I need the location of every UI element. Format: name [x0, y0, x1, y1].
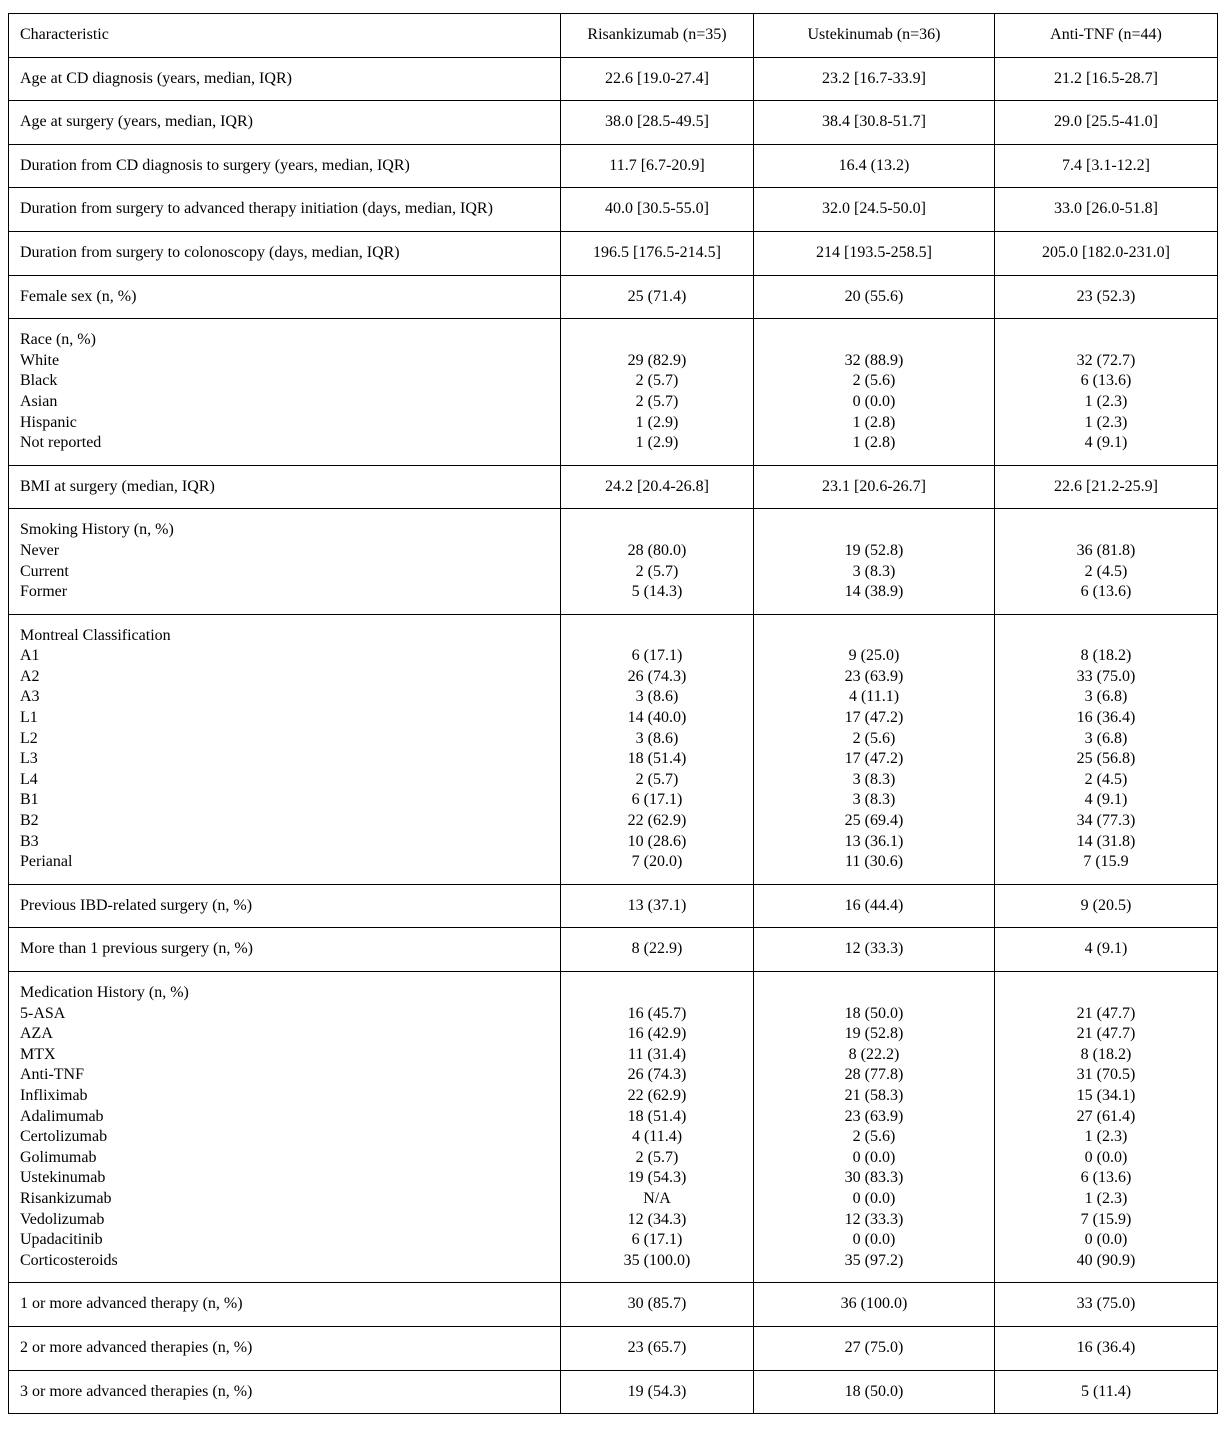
- sub-label: B1: [20, 791, 39, 809]
- sub-value: 25 (69.4): [844, 812, 904, 830]
- sub-value: 21 (58.3): [844, 1086, 904, 1104]
- value-cell: 33 (75.0): [995, 1283, 1218, 1327]
- value-cell: 16.4 (13.2): [754, 144, 995, 188]
- sub-label: Perianal: [20, 853, 73, 871]
- row-label-cell: [9, 614, 561, 884]
- value-cell: 27 (75.0): [754, 1326, 995, 1370]
- sub-label: Not reported: [20, 434, 102, 452]
- sub-value: 0 (0.0): [1084, 1231, 1128, 1249]
- value-cell: 196.5 [176.5-214.5]: [561, 231, 754, 275]
- sub-label: 5-ASA: [20, 1004, 66, 1022]
- sub-value: 12 (33.3): [844, 1210, 904, 1228]
- sub-value: 6 (17.1): [631, 1231, 683, 1249]
- row-label-cell: Age at surgery (years, median, IQR): [9, 101, 561, 145]
- sub-value: 35 (100.0): [623, 1251, 691, 1269]
- sub-value: 5 (14.3): [631, 583, 683, 601]
- sub-value: 31 (70.5): [1076, 1066, 1136, 1084]
- sub-value: 12 (34.3): [627, 1210, 687, 1228]
- header-risankizumab: Risankizumab (n=35): [561, 14, 754, 58]
- sub-label: Black: [20, 372, 58, 390]
- sub-value: 10 (28.6): [627, 832, 687, 850]
- table-row: [9, 509, 1218, 614]
- value-cell: [754, 319, 995, 466]
- group-spacer: [1006, 520, 1206, 541]
- sub-value: 2 (4.5): [1084, 562, 1128, 580]
- sub-value: 2 (5.6): [852, 1128, 896, 1146]
- sub-value: 8 (18.2): [1080, 1045, 1132, 1063]
- sub-value: 3 (8.3): [852, 791, 896, 809]
- group-spacer: [1006, 983, 1206, 1004]
- value-cell: [561, 319, 754, 466]
- value-cell: 16 (44.4): [754, 884, 995, 928]
- sub-value: 11 (30.6): [844, 853, 904, 871]
- sub-label: B3: [20, 832, 39, 850]
- value-cell: 38.4 [30.8-51.7]: [754, 101, 995, 145]
- characteristics-table: [8, 13, 1218, 1414]
- row-label-cell: Previous IBD-related surgery (n, %): [9, 884, 561, 928]
- value-cell: 23.1 [20.6-26.7]: [754, 465, 995, 509]
- value-cell: 23.2 [16.7-33.9]: [754, 57, 995, 101]
- value-cell: 11.7 [6.7-20.9]: [561, 144, 754, 188]
- group-spacer: [765, 983, 983, 1004]
- table-row: [9, 465, 1218, 509]
- sub-value: 23 (63.9): [844, 1107, 904, 1125]
- sub-label: L3: [20, 750, 38, 768]
- value-cell: 22.6 [19.0-27.4]: [561, 57, 754, 101]
- sub-label: Asian: [20, 392, 58, 410]
- sub-value: 1 (2.3): [1084, 1128, 1128, 1146]
- table-row: [9, 928, 1218, 972]
- sub-value: 21 (47.7): [1076, 1004, 1136, 1022]
- sub-value: 2 (5.7): [635, 770, 679, 788]
- sub-value: 26 (74.3): [627, 667, 687, 685]
- sub-label: L4: [20, 770, 38, 788]
- sub-label: Current: [20, 562, 69, 580]
- value-cell: [754, 509, 995, 614]
- header-anti-tnf: Anti-TNF (n=44): [995, 14, 1218, 58]
- value-cell: 21.2 [16.5-28.7]: [995, 57, 1218, 101]
- row-label-cell: [9, 972, 561, 1283]
- sub-value: 2 (5.6): [852, 372, 896, 390]
- sub-value: 3 (6.8): [1084, 688, 1128, 706]
- sub-value: 6 (13.6): [1080, 372, 1132, 390]
- sub-value: 16 (42.9): [627, 1025, 687, 1043]
- sub-value: 18 (51.4): [627, 750, 687, 768]
- sub-value: 4 (11.4): [631, 1128, 683, 1146]
- group-spacer: [572, 983, 742, 1004]
- table-row: [9, 1370, 1218, 1414]
- table-row: [9, 884, 1218, 928]
- sub-value: 19 (52.8): [844, 541, 904, 559]
- table-body: [9, 14, 1218, 1414]
- table-row: [9, 144, 1218, 188]
- sub-value: 19 (52.8): [844, 1025, 904, 1043]
- header-ustekinumab: Ustekinumab (n=36): [754, 14, 995, 58]
- sub-value: 8 (22.2): [848, 1045, 900, 1063]
- row-label-cell: [9, 319, 561, 466]
- sub-value: 40 (90.9): [1076, 1251, 1136, 1269]
- value-cell: 12 (33.3): [754, 928, 995, 972]
- sub-label: Hispanic: [20, 413, 77, 431]
- table-row: [9, 57, 1218, 101]
- value-cell: 40.0 [30.5-55.0]: [561, 188, 754, 232]
- group-label: Medication History (n, %): [20, 984, 189, 1001]
- sub-value: 13 (36.1): [844, 832, 904, 850]
- sub-label: Risankizumab: [20, 1189, 112, 1207]
- sub-value: 35 (97.2): [844, 1251, 904, 1269]
- row-label-cell: More than 1 previous surgery (n, %): [9, 928, 561, 972]
- sub-value: 2 (5.7): [635, 392, 679, 410]
- value-cell: [995, 509, 1218, 614]
- row-label-cell: Female sex (n, %): [9, 275, 561, 319]
- table-row: [9, 231, 1218, 275]
- value-cell: 32.0 [24.5-50.0]: [754, 188, 995, 232]
- sub-label: A2: [20, 667, 40, 685]
- group-spacer: [765, 330, 983, 351]
- table-row: [9, 188, 1218, 232]
- value-cell: [995, 614, 1218, 884]
- value-cell: [754, 614, 995, 884]
- row-label-cell: Duration from surgery to colonoscopy (days, median, IQR): [9, 231, 561, 275]
- sub-value: 2 (5.7): [635, 372, 679, 390]
- value-cell: 214 [193.5-258.5]: [754, 231, 995, 275]
- row-label-cell: 2 or more advanced therapies (n, %): [9, 1326, 561, 1370]
- sub-value: 3 (8.6): [635, 688, 679, 706]
- table-row: [9, 319, 1218, 466]
- sub-value: 15 (34.1): [1076, 1086, 1136, 1104]
- value-cell: 29.0 [25.5-41.0]: [995, 101, 1218, 145]
- sub-value: 1 (2.3): [1084, 1189, 1128, 1207]
- sub-value: 2 (5.6): [852, 729, 896, 747]
- sub-value: 3 (8.3): [852, 770, 896, 788]
- sub-value: 3 (8.6): [635, 729, 679, 747]
- sub-label: Anti-TNF: [20, 1066, 84, 1084]
- value-cell: 205.0 [182.0-231.0]: [995, 231, 1218, 275]
- sub-value: 22 (62.9): [627, 1086, 687, 1104]
- sub-value: 18 (50.0): [844, 1004, 904, 1022]
- sub-value: 7 (20.0): [631, 853, 683, 871]
- sub-label: MTX: [20, 1045, 56, 1063]
- sub-value: 1 (2.9): [635, 434, 679, 452]
- sub-label: Certolizumab: [20, 1128, 108, 1146]
- sub-value: 1 (2.9): [635, 413, 679, 431]
- sub-value: 19 (54.3): [627, 1169, 687, 1187]
- row-label-cell: BMI at surgery (median, IQR): [9, 465, 561, 509]
- sub-value: 6 (13.6): [1080, 1169, 1132, 1187]
- sub-value: 16 (36.4): [1076, 709, 1136, 727]
- row-label-cell: 1 or more advanced therapy (n, %): [9, 1283, 561, 1327]
- value-cell: 33.0 [26.0-51.8]: [995, 188, 1218, 232]
- header-row: [9, 14, 1218, 58]
- sub-value: 32 (72.7): [1076, 351, 1136, 369]
- sub-value: 2 (5.7): [635, 1148, 679, 1166]
- group-label: Race (n, %): [20, 331, 96, 349]
- value-cell: 5 (11.4): [995, 1370, 1218, 1414]
- sub-value: 0 (0.0): [1084, 1148, 1128, 1166]
- sub-value: 0 (0.0): [852, 1189, 896, 1207]
- sub-value: 28 (80.0): [627, 541, 687, 559]
- sub-value: 14 (40.0): [627, 709, 687, 727]
- value-cell: 9 (20.5): [995, 884, 1218, 928]
- sub-value: 29 (82.9): [627, 351, 687, 369]
- sub-value: 7 (15.9): [1080, 1210, 1132, 1228]
- sub-label: Vedolizumab: [20, 1210, 105, 1228]
- sub-label: L1: [20, 709, 38, 727]
- value-cell: [754, 972, 995, 1283]
- group-spacer: [1006, 626, 1206, 647]
- sub-value: 1 (2.8): [852, 434, 896, 452]
- sub-value: 17 (47.2): [844, 709, 904, 727]
- sub-value: 4 (11.1): [848, 688, 900, 706]
- group-spacer: [572, 626, 742, 647]
- value-cell: [995, 319, 1218, 466]
- sub-value: 2 (4.5): [1084, 770, 1128, 788]
- sub-value: 32 (88.9): [844, 351, 904, 369]
- group-label: Montreal Classification: [20, 626, 171, 644]
- value-cell: [995, 972, 1218, 1283]
- sub-value: 6 (13.6): [1080, 583, 1132, 601]
- value-cell: 30 (85.7): [561, 1283, 754, 1327]
- sub-value: 14 (31.8): [1076, 832, 1136, 850]
- table-row: [9, 614, 1218, 884]
- value-cell: 13 (37.1): [561, 884, 754, 928]
- group-spacer: [765, 626, 983, 647]
- value-cell: 16 (36.4): [995, 1326, 1218, 1370]
- value-cell: 36 (100.0): [754, 1283, 995, 1327]
- sub-value: 3 (6.8): [1084, 729, 1128, 747]
- group-spacer: [1006, 330, 1206, 351]
- sub-value: 25 (56.8): [1076, 750, 1136, 768]
- table-row: [9, 275, 1218, 319]
- sub-value: 22 (62.9): [627, 812, 687, 830]
- table-row: [9, 101, 1218, 145]
- row-label-cell: Age at CD diagnosis (years, median, IQR): [9, 57, 561, 101]
- sub-value: 28 (77.8): [844, 1066, 904, 1084]
- value-cell: 24.2 [20.4-26.8]: [561, 465, 754, 509]
- group-spacer: [765, 520, 983, 541]
- value-cell: [561, 614, 754, 884]
- sub-value: 26 (74.3): [627, 1066, 687, 1084]
- sub-label: Ustekinumab: [20, 1169, 106, 1187]
- sub-label: L2: [20, 729, 38, 747]
- sub-value: 8 (18.2): [1080, 647, 1132, 665]
- sub-label: Golimumab: [20, 1148, 97, 1166]
- sub-value: 0 (0.0): [852, 1231, 896, 1249]
- value-cell: 23 (65.7): [561, 1326, 754, 1370]
- header-characteristic: Characteristic: [9, 14, 561, 58]
- sub-value: 33 (75.0): [1076, 667, 1136, 685]
- sub-label: A1: [20, 647, 40, 665]
- row-label-cell: Duration from CD diagnosis to surgery (years, median, IQR): [9, 144, 561, 188]
- row-label-cell: [9, 509, 561, 614]
- sub-value: 34 (77.3): [1076, 812, 1136, 830]
- group-label: Smoking History (n, %): [20, 521, 174, 539]
- sub-value: 9 (25.0): [848, 647, 900, 665]
- sub-value: 14 (38.9): [844, 583, 904, 601]
- sub-label: Upadacitinib: [20, 1231, 103, 1249]
- value-cell: [561, 972, 754, 1283]
- sub-value: 18 (51.4): [627, 1107, 687, 1125]
- table-row: [9, 1283, 1218, 1327]
- row-label-cell: Duration from surgery to advanced therapy initiation (days, median, IQR): [9, 188, 561, 232]
- sub-label: Corticosteroids: [20, 1251, 118, 1269]
- sub-value: 0 (0.0): [852, 1148, 896, 1166]
- value-cell: 20 (55.6): [754, 275, 995, 319]
- sub-label: B2: [20, 812, 39, 830]
- table-row: [9, 1326, 1218, 1370]
- sub-label: Infliximab: [20, 1086, 88, 1104]
- sub-label: White: [20, 351, 60, 369]
- value-cell: 18 (50.0): [754, 1370, 995, 1414]
- sub-value: 30 (83.3): [844, 1169, 904, 1187]
- value-cell: 22.6 [21.2-25.9]: [995, 465, 1218, 509]
- sub-value: 1 (2.3): [1084, 392, 1128, 410]
- sub-value: 21 (47.7): [1076, 1025, 1136, 1043]
- value-cell: 19 (54.3): [561, 1370, 754, 1414]
- value-cell: 8 (22.9): [561, 928, 754, 972]
- sub-value: 2 (5.7): [635, 562, 679, 580]
- sub-value: 4 (9.1): [1084, 791, 1128, 809]
- sub-value: 4 (9.1): [1084, 434, 1128, 452]
- sub-value: 16 (45.7): [627, 1004, 687, 1022]
- value-cell: 25 (71.4): [561, 275, 754, 319]
- sub-value: N/A: [643, 1189, 671, 1207]
- sub-value: 7 (15.9: [1083, 853, 1129, 871]
- sub-value: 0 (0.0): [852, 392, 896, 410]
- row-label-cell: 3 or more advanced therapies (n, %): [9, 1370, 561, 1414]
- sub-value: 6 (17.1): [631, 791, 683, 809]
- group-spacer: [572, 330, 742, 351]
- sub-label: AZA: [20, 1025, 53, 1043]
- sub-label: Never: [20, 541, 60, 559]
- value-cell: 38.0 [28.5-49.5]: [561, 101, 754, 145]
- sub-value: 11 (31.4): [627, 1045, 687, 1063]
- value-cell: 7.4 [3.1-12.2]: [995, 144, 1218, 188]
- group-spacer: [572, 520, 742, 541]
- sub-value: 36 (81.8): [1076, 541, 1136, 559]
- sub-label: A3: [20, 688, 40, 706]
- value-cell: [561, 509, 754, 614]
- sub-label: Adalimumab: [20, 1107, 104, 1125]
- table-row: [9, 972, 1218, 1283]
- value-cell: 23 (52.3): [995, 275, 1218, 319]
- sub-value: 27 (61.4): [1076, 1107, 1136, 1125]
- sub-value: 23 (63.9): [844, 667, 904, 685]
- sub-value: 1 (2.3): [1084, 413, 1128, 431]
- sub-value: 3 (8.3): [852, 562, 896, 580]
- sub-value: 1 (2.8): [852, 413, 896, 431]
- sub-value: 17 (47.2): [844, 750, 904, 768]
- sub-value: 6 (17.1): [631, 647, 683, 665]
- sub-label: Former: [20, 583, 68, 601]
- value-cell: 4 (9.1): [995, 928, 1218, 972]
